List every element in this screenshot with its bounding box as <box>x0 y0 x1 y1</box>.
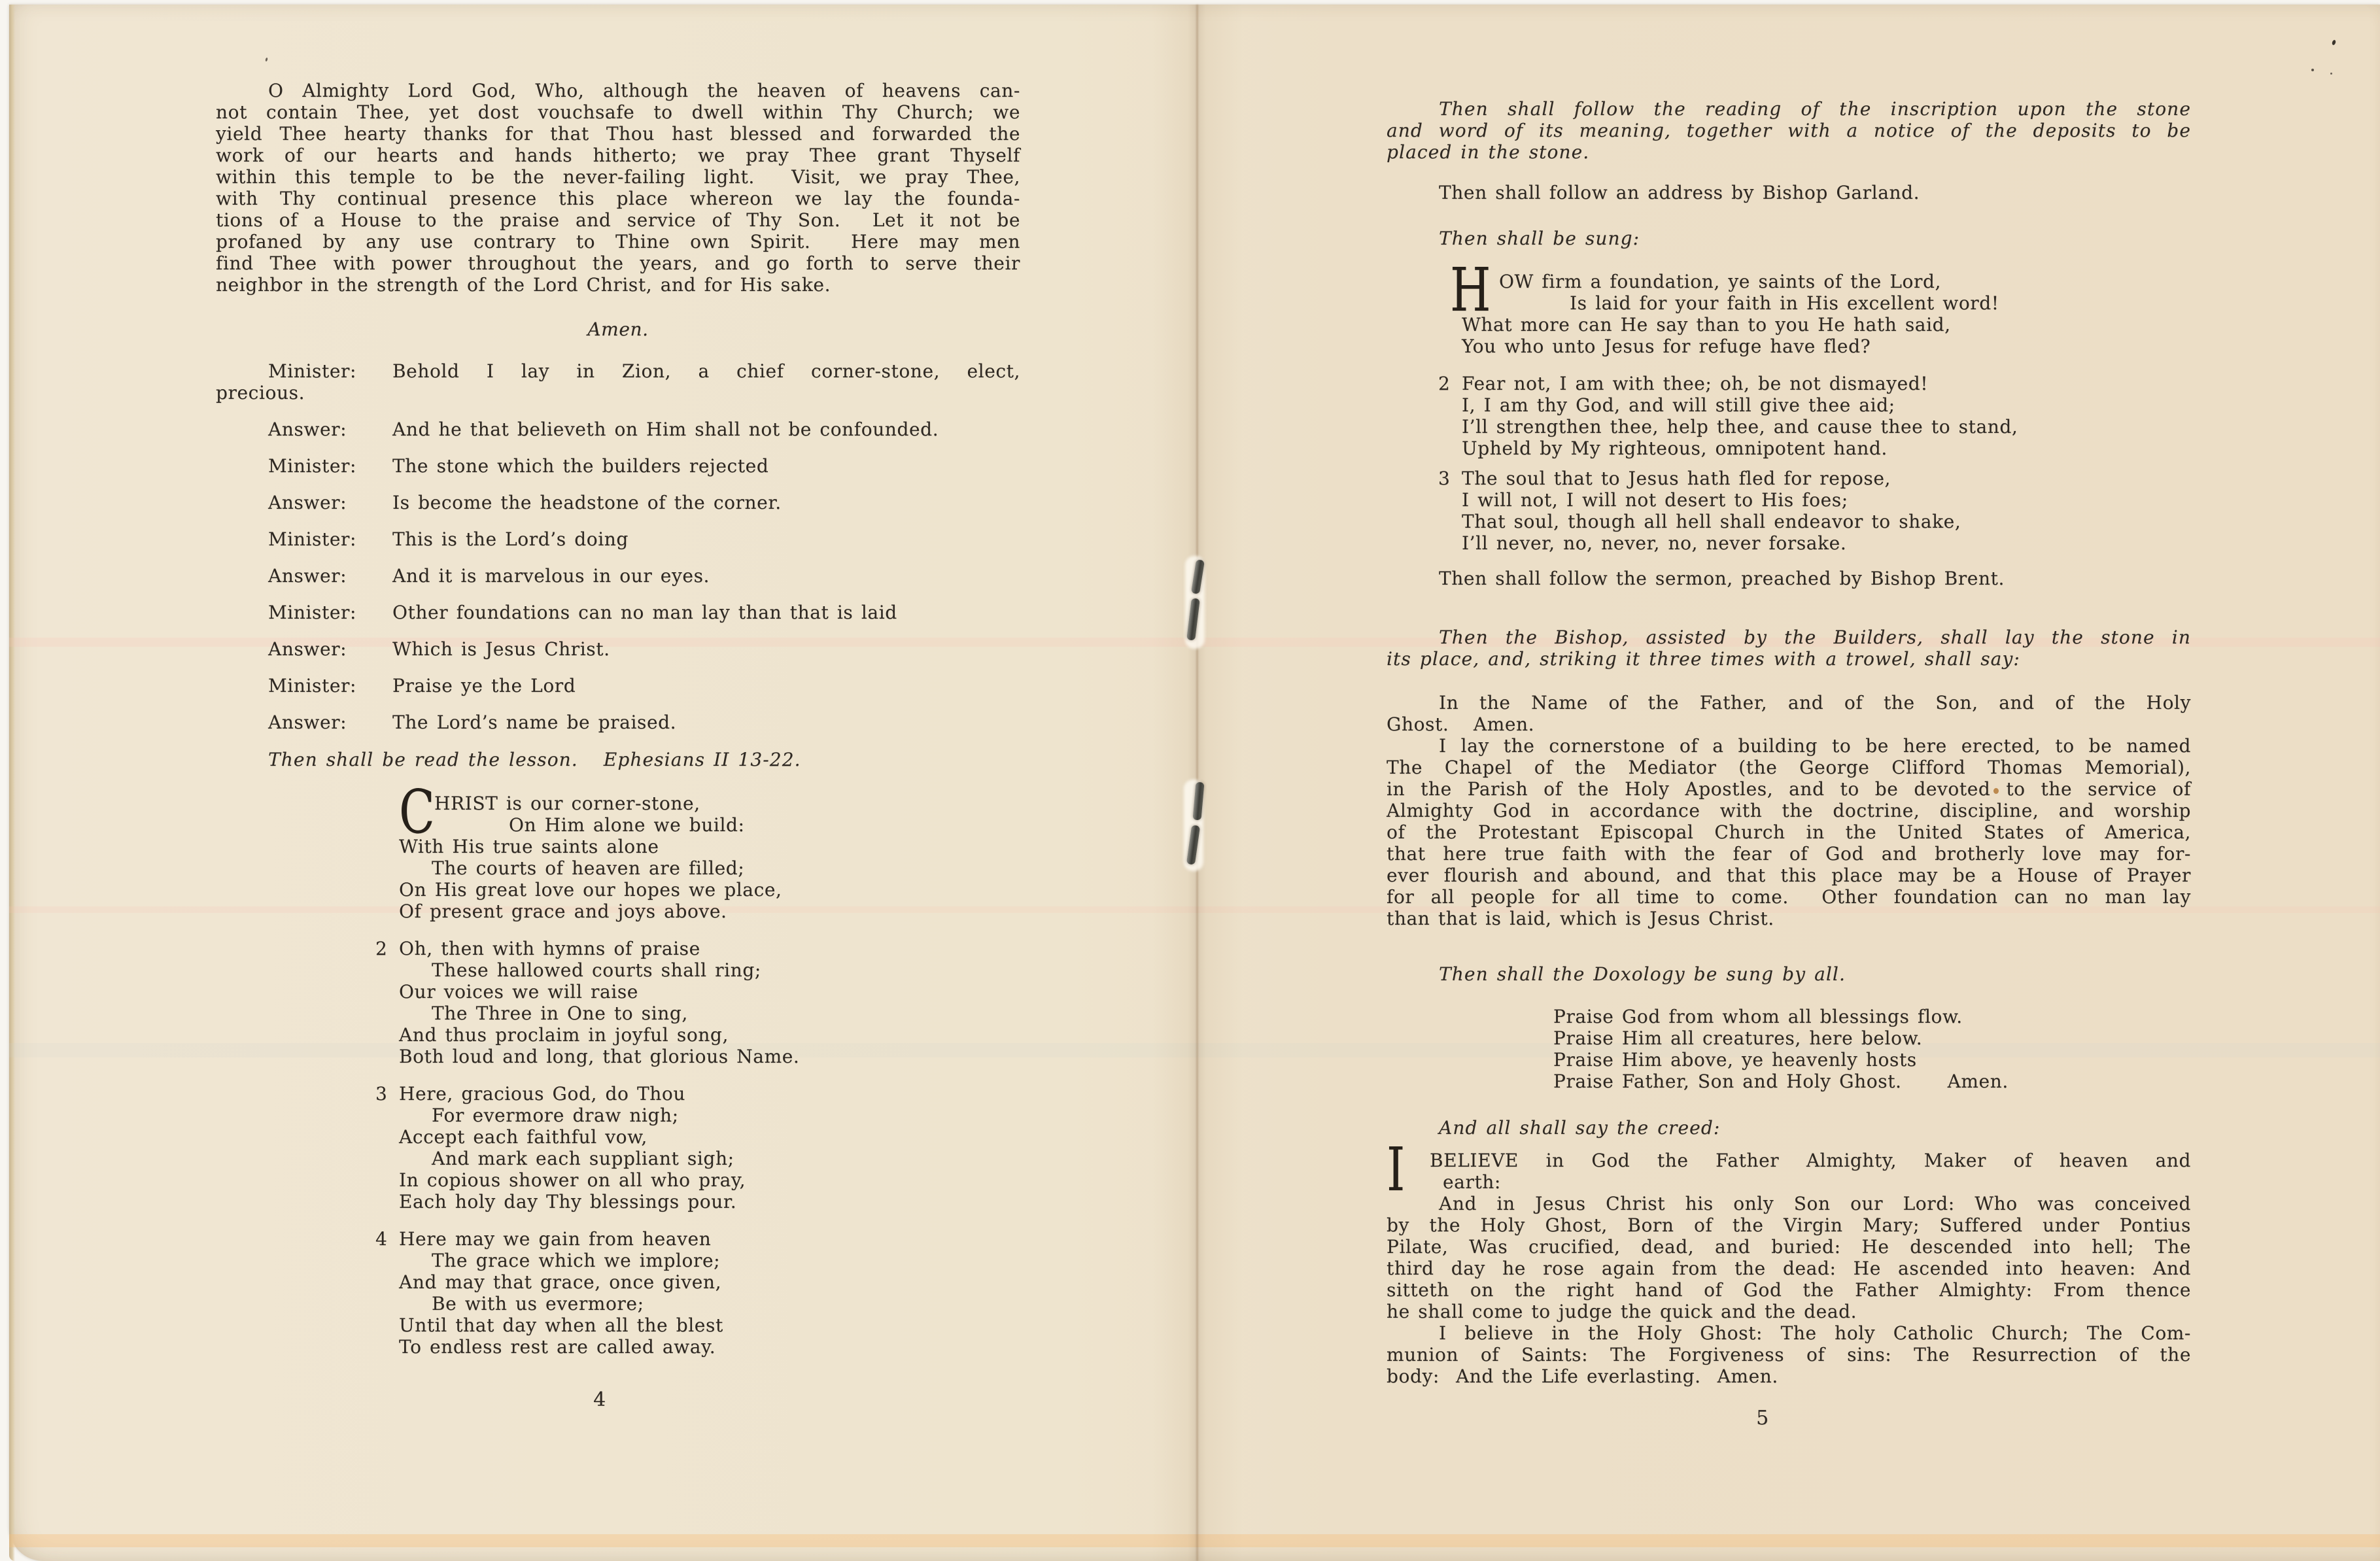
hymn-line-text: Here, gracious God, do Thou <box>399 1083 685 1105</box>
minister-label: Minister: <box>268 528 357 550</box>
verse-number: 2 <box>375 938 388 959</box>
hymn-line: The grace which we implore; <box>432 1250 721 1271</box>
creed-line: BELIEVE in God the Father Almighty, Maker of heaven and <box>1430 1150 2191 1171</box>
hymn-line: On Him alone we build: <box>509 814 745 836</box>
hymn-line: In copious shower on all who pray, <box>399 1169 746 1191</box>
creed-line: sitteth on the right hand of God the Father Almighty: From thence <box>1387 1279 2191 1301</box>
hymn-line <box>1438 373 2188 394</box>
hymn-line: Our voices we will raise <box>399 981 638 1003</box>
left-paper-edge <box>9 5 15 1561</box>
answer-label: Answer: <box>268 638 347 660</box>
versicle-text: And it is marvelous in our eyes. <box>392 565 710 587</box>
hymn-line: I, I am thy God, and will still give thee aid; <box>1462 394 1895 416</box>
versicle-text: Praise ye the Lord <box>392 675 576 696</box>
rubric-line: its place, and, striking it three times with a trowel, shall say: <box>1387 648 2020 670</box>
doxology-line: Praise God from whom all blessings flow. <box>1553 1006 1963 1027</box>
hymn-line: I’ll never, no, never, no, never forsake. <box>1462 532 1847 554</box>
minister-label: Minister: <box>268 602 357 623</box>
creed-line: body: And the Life everlasting. Amen. <box>1387 1365 1778 1387</box>
versicle-text: This is the Lord’s doing <box>392 528 629 550</box>
invocation-line: Ghost. Amen. <box>1387 713 1535 735</box>
drop-cap-H: H <box>1450 255 1491 325</box>
answer-label: Answer: <box>268 492 347 513</box>
sung-rubric: Then shall be sung: <box>1439 228 1640 249</box>
lesson-rubric: Then shall be read the lesson. Ephesians II 13-22. <box>268 749 801 770</box>
declaration-line: for all people for all time to come. Other foundation can no man lay <box>1387 886 2191 908</box>
hymn-line: And thus proclaim in joyful song, <box>399 1024 729 1046</box>
address-line: Then shall follow an address by Bishop Garland. <box>1439 182 1920 203</box>
hymn-line: To endless rest are called away. <box>399 1336 716 1358</box>
hymn-line: The Three in One to sing, <box>432 1003 688 1024</box>
hymn-line-text: Fear not, I am with thee; oh, be not dismayed! <box>1462 373 1929 394</box>
versicle-row <box>216 712 1020 733</box>
prayer-line: not contain Thee, yet dost vouchsafe to dwell within Thy Church; we <box>216 101 1020 123</box>
declaration-line: The Chapel of the Mediator (the George Clifford Thomas Memorial), <box>1387 757 2191 778</box>
hymn-line-text: Oh, then with hymns of praise <box>399 938 700 959</box>
prayer-line: O Almighty Lord God, Who, although the heaven of heavens can- <box>268 80 1020 101</box>
hymn-line: I will not, I will not desert to His foes; <box>1462 489 1848 511</box>
page-number-left: 4 <box>593 1388 606 1411</box>
opening-prayer <box>216 80 1020 296</box>
hymn-line: Be with us evermore; <box>432 1293 644 1314</box>
versicle-row <box>216 602 1020 623</box>
creed-line: he shall come to judge the quick and the dead. <box>1387 1301 1857 1322</box>
prayer-line: yield Thee hearty thanks for that Thou hast blessed and forwarded the <box>216 123 1020 145</box>
stone-laying-rubric <box>1387 626 2191 670</box>
dust-speck <box>2332 39 2336 45</box>
creed-rubric: And all shall say the creed: <box>1439 1117 1721 1139</box>
creed-line: I believe in the Holy Ghost: The holy Catholic Church; The Com- <box>1439 1322 2191 1344</box>
invocation <box>1387 692 2191 735</box>
rubric-line: Then the Bishop, assisted by the Builders, shall lay the stone in <box>1439 626 2191 648</box>
hymn-line: For evermore draw nigh; <box>432 1105 679 1126</box>
creed-line: And in Jesus Christ his only Son our Lord: Who was conceived <box>1439 1193 2191 1214</box>
doxology-line-text: Praise Father, Son and Holy Ghost. <box>1553 1071 1902 1092</box>
hymn-line: And may that grace, once given, <box>399 1271 722 1293</box>
rubric-line: and word of its meaning, together with a notice of the deposits to be <box>1387 120 2191 141</box>
hymn-line: These hallowed courts shall ring; <box>432 959 761 981</box>
right-page <box>1387 5 2191 1561</box>
hymn-line: HRIST is our corner-stone, <box>434 793 700 814</box>
hymn-line: What more can He say than to you He hath said, <box>1462 314 1951 335</box>
hymn-line: On His great love our hopes we place, <box>399 879 782 901</box>
hymn-line: The courts of heaven are filled; <box>432 857 745 879</box>
prayer-line: profaned by any use contrary to Thine own Spirit. Here may men <box>216 231 1020 252</box>
hymn-line: Is laid for your faith in His excellent word! <box>1570 292 1999 314</box>
versicle-text: And he that believeth on Him shall not be confounded. <box>392 419 939 440</box>
answer-label: Answer: <box>268 565 347 587</box>
rubric-line: Then shall follow the reading of the inscription upon the stone <box>1439 98 2191 120</box>
creed-line: by the Holy Ghost, Born of the Virgin Mary; Suffered under Pontius <box>1387 1214 2191 1236</box>
hymn-line: OW firm a foundation, ye saints of the Lord, <box>1499 271 1941 292</box>
hymn-line-text: The soul that to Jesus hath fled for repose, <box>1462 468 1891 489</box>
prayer-line: tions of a House to the praise and service of Thy Son. Let it not be <box>216 209 1020 231</box>
hymn-line <box>375 938 1001 959</box>
creed-line: munion of Saints: The Forgiveness of sins: The Resurrection of the <box>1387 1344 2191 1365</box>
hymn-line <box>1438 468 2188 489</box>
versicle-row <box>216 492 1020 513</box>
hymn-christ-is-our-cornerstone <box>375 777 1001 1373</box>
cornerstone-declaration <box>1387 735 2191 929</box>
answer-label: Answer: <box>268 419 347 440</box>
minister-label: Minister: <box>268 675 357 696</box>
doxology <box>1553 1006 2142 1092</box>
left-page <box>216 5 1020 1561</box>
drop-cap-C: C <box>399 777 435 847</box>
minister-label: Minister: <box>268 455 357 477</box>
declaration-line: of the Protestant Episcopal Church in the United States of America, <box>1387 821 2191 843</box>
hymn-line: Until that day when all the blest <box>399 1314 723 1336</box>
hymn-verse-3 <box>1438 468 2188 554</box>
declaration-line: in the Parish of the Holy Apostles, and to be devoted to the service of <box>1387 778 2191 800</box>
prayer-line: within this temple to be the never-failing light. Visit, we pray Thee, <box>216 166 1020 188</box>
hymn-verse-2 <box>375 938 1001 1067</box>
sermon-line: Then shall follow the sermon, preached by Bishop Brent. <box>1439 568 2005 589</box>
verse-number: 4 <box>375 1228 388 1250</box>
apostles-creed <box>1387 1135 2191 1387</box>
doxology-rubric: Then shall the Doxology be sung by all. <box>1439 963 1846 985</box>
hymn-verse-1 <box>1450 255 2188 357</box>
declaration-line: ever flourish and abound, and that this place may be a House of Prayer <box>1387 865 2191 886</box>
doxology-line: Praise Him above, ye heavenly hosts <box>1553 1049 1917 1071</box>
declaration-line: Almighty God in accordance with the doctrine, discipline, and worship <box>1387 800 2191 821</box>
versicle-row <box>216 360 1020 382</box>
hymn-line: Accept each faithful vow, <box>399 1126 647 1148</box>
versicle-text: The stone which the builders rejected <box>392 455 769 477</box>
versicle-row <box>216 528 1020 550</box>
hymn-line: And mark each suppliant sigh; <box>432 1148 734 1169</box>
creed-line: earth: <box>1443 1171 1501 1193</box>
creed-line: Pilate, Was crucified, dead, and buried: He descended into hell; The <box>1387 1236 2191 1258</box>
hymn-line <box>375 1083 1001 1105</box>
versicle-text: Is become the headstone of the corner. <box>392 492 782 513</box>
versicle-carryover: precious. <box>216 382 305 403</box>
prayer-line: work of our hearts and hands hitherto; we pray Thee grant Thyself <box>216 145 1020 166</box>
answer-label: Answer: <box>268 712 347 733</box>
versicle-row <box>216 565 1020 587</box>
dust-speck <box>2311 69 2314 71</box>
minister-label: Minister: <box>268 360 357 382</box>
doxology-amen: Amen. <box>1947 1071 2009 1092</box>
invocation-line: In the Name of the Father, and of the Son, and of the Holy <box>1439 692 2191 713</box>
hymn-line: Both loud and long, that glorious Name. <box>399 1046 800 1067</box>
hymn-line: Of present grace and joys above. <box>399 901 727 922</box>
hymn-line: Upheld by My righteous, omnipotent hand. <box>1462 437 1888 459</box>
versicle-text: The Lord’s name be praised. <box>392 712 677 733</box>
prayer-line: find Thee with power throughout the years, and go forth to serve their <box>216 252 1020 274</box>
versicle-row <box>216 675 1020 696</box>
hymn-line <box>375 1228 1001 1250</box>
verse-number: 2 <box>1438 373 1451 394</box>
scanned-booklet-spread <box>9 5 2380 1561</box>
hymn-line: That soul, though all hell shall endeavor to shake, <box>1462 511 1961 532</box>
prayer-line: with Thy continual presence this place whereon we lay the founda- <box>216 188 1020 209</box>
responsive-versicles <box>216 360 1020 733</box>
hymn-verse-2 <box>1438 373 2188 459</box>
hymn-line: Each holy day Thy blessings pour. <box>399 1191 737 1212</box>
hymn-verse-3 <box>375 1083 1001 1212</box>
verse-number: 3 <box>1438 468 1451 489</box>
prayer-amen: Amen. <box>587 318 649 340</box>
declaration-line: that here true faith with the fear of God and brotherly love may for- <box>1387 843 2191 865</box>
hymn-how-firm-a-foundation <box>1438 255 2188 570</box>
hymn-line: I’ll strengthen thee, help thee, and cause thee to stand, <box>1462 416 2018 437</box>
hymn-verse-4 <box>375 1228 1001 1358</box>
prayer-line: neighbor in the strength of the Lord Christ, and for His sake. <box>216 274 831 296</box>
declaration-line: than that is laid, which is Jesus Christ. <box>1387 908 1774 929</box>
doxology-line: Praise Him all creatures, here below. <box>1553 1027 1923 1049</box>
dust-speck <box>2330 73 2332 75</box>
creed-line: third day he rose again from the dead: He ascended into heaven: And <box>1387 1258 2191 1279</box>
verse-number: 3 <box>375 1083 388 1105</box>
drop-cap-I: I <box>1387 1135 1406 1205</box>
hymn-verse-1 <box>399 777 1001 922</box>
hymn-line: You who unto Jesus for refuge have fled? <box>1462 335 1871 357</box>
versicle-row <box>216 419 1020 440</box>
versicle-text: Behold I lay in Zion, a chief corner-stone, elect, <box>392 360 1020 382</box>
inscription-rubric <box>1387 98 2191 163</box>
hymn-line-text: Here may we gain from heaven <box>399 1228 712 1250</box>
versicle-text: Other foundations can no man lay than that is laid <box>392 602 897 623</box>
hymn-line: With His true saints alone <box>399 836 659 857</box>
versicle-text: Which is Jesus Christ. <box>392 638 610 660</box>
doxology-line <box>1553 1071 2142 1092</box>
declaration-line: I lay the cornerstone of a building to be here erected, to be named <box>1439 735 2191 757</box>
versicle-row <box>216 638 1020 660</box>
page-number-right: 5 <box>1756 1407 1769 1430</box>
rubric-line: placed in the stone. <box>1387 141 1590 163</box>
versicle-row <box>216 455 1020 477</box>
